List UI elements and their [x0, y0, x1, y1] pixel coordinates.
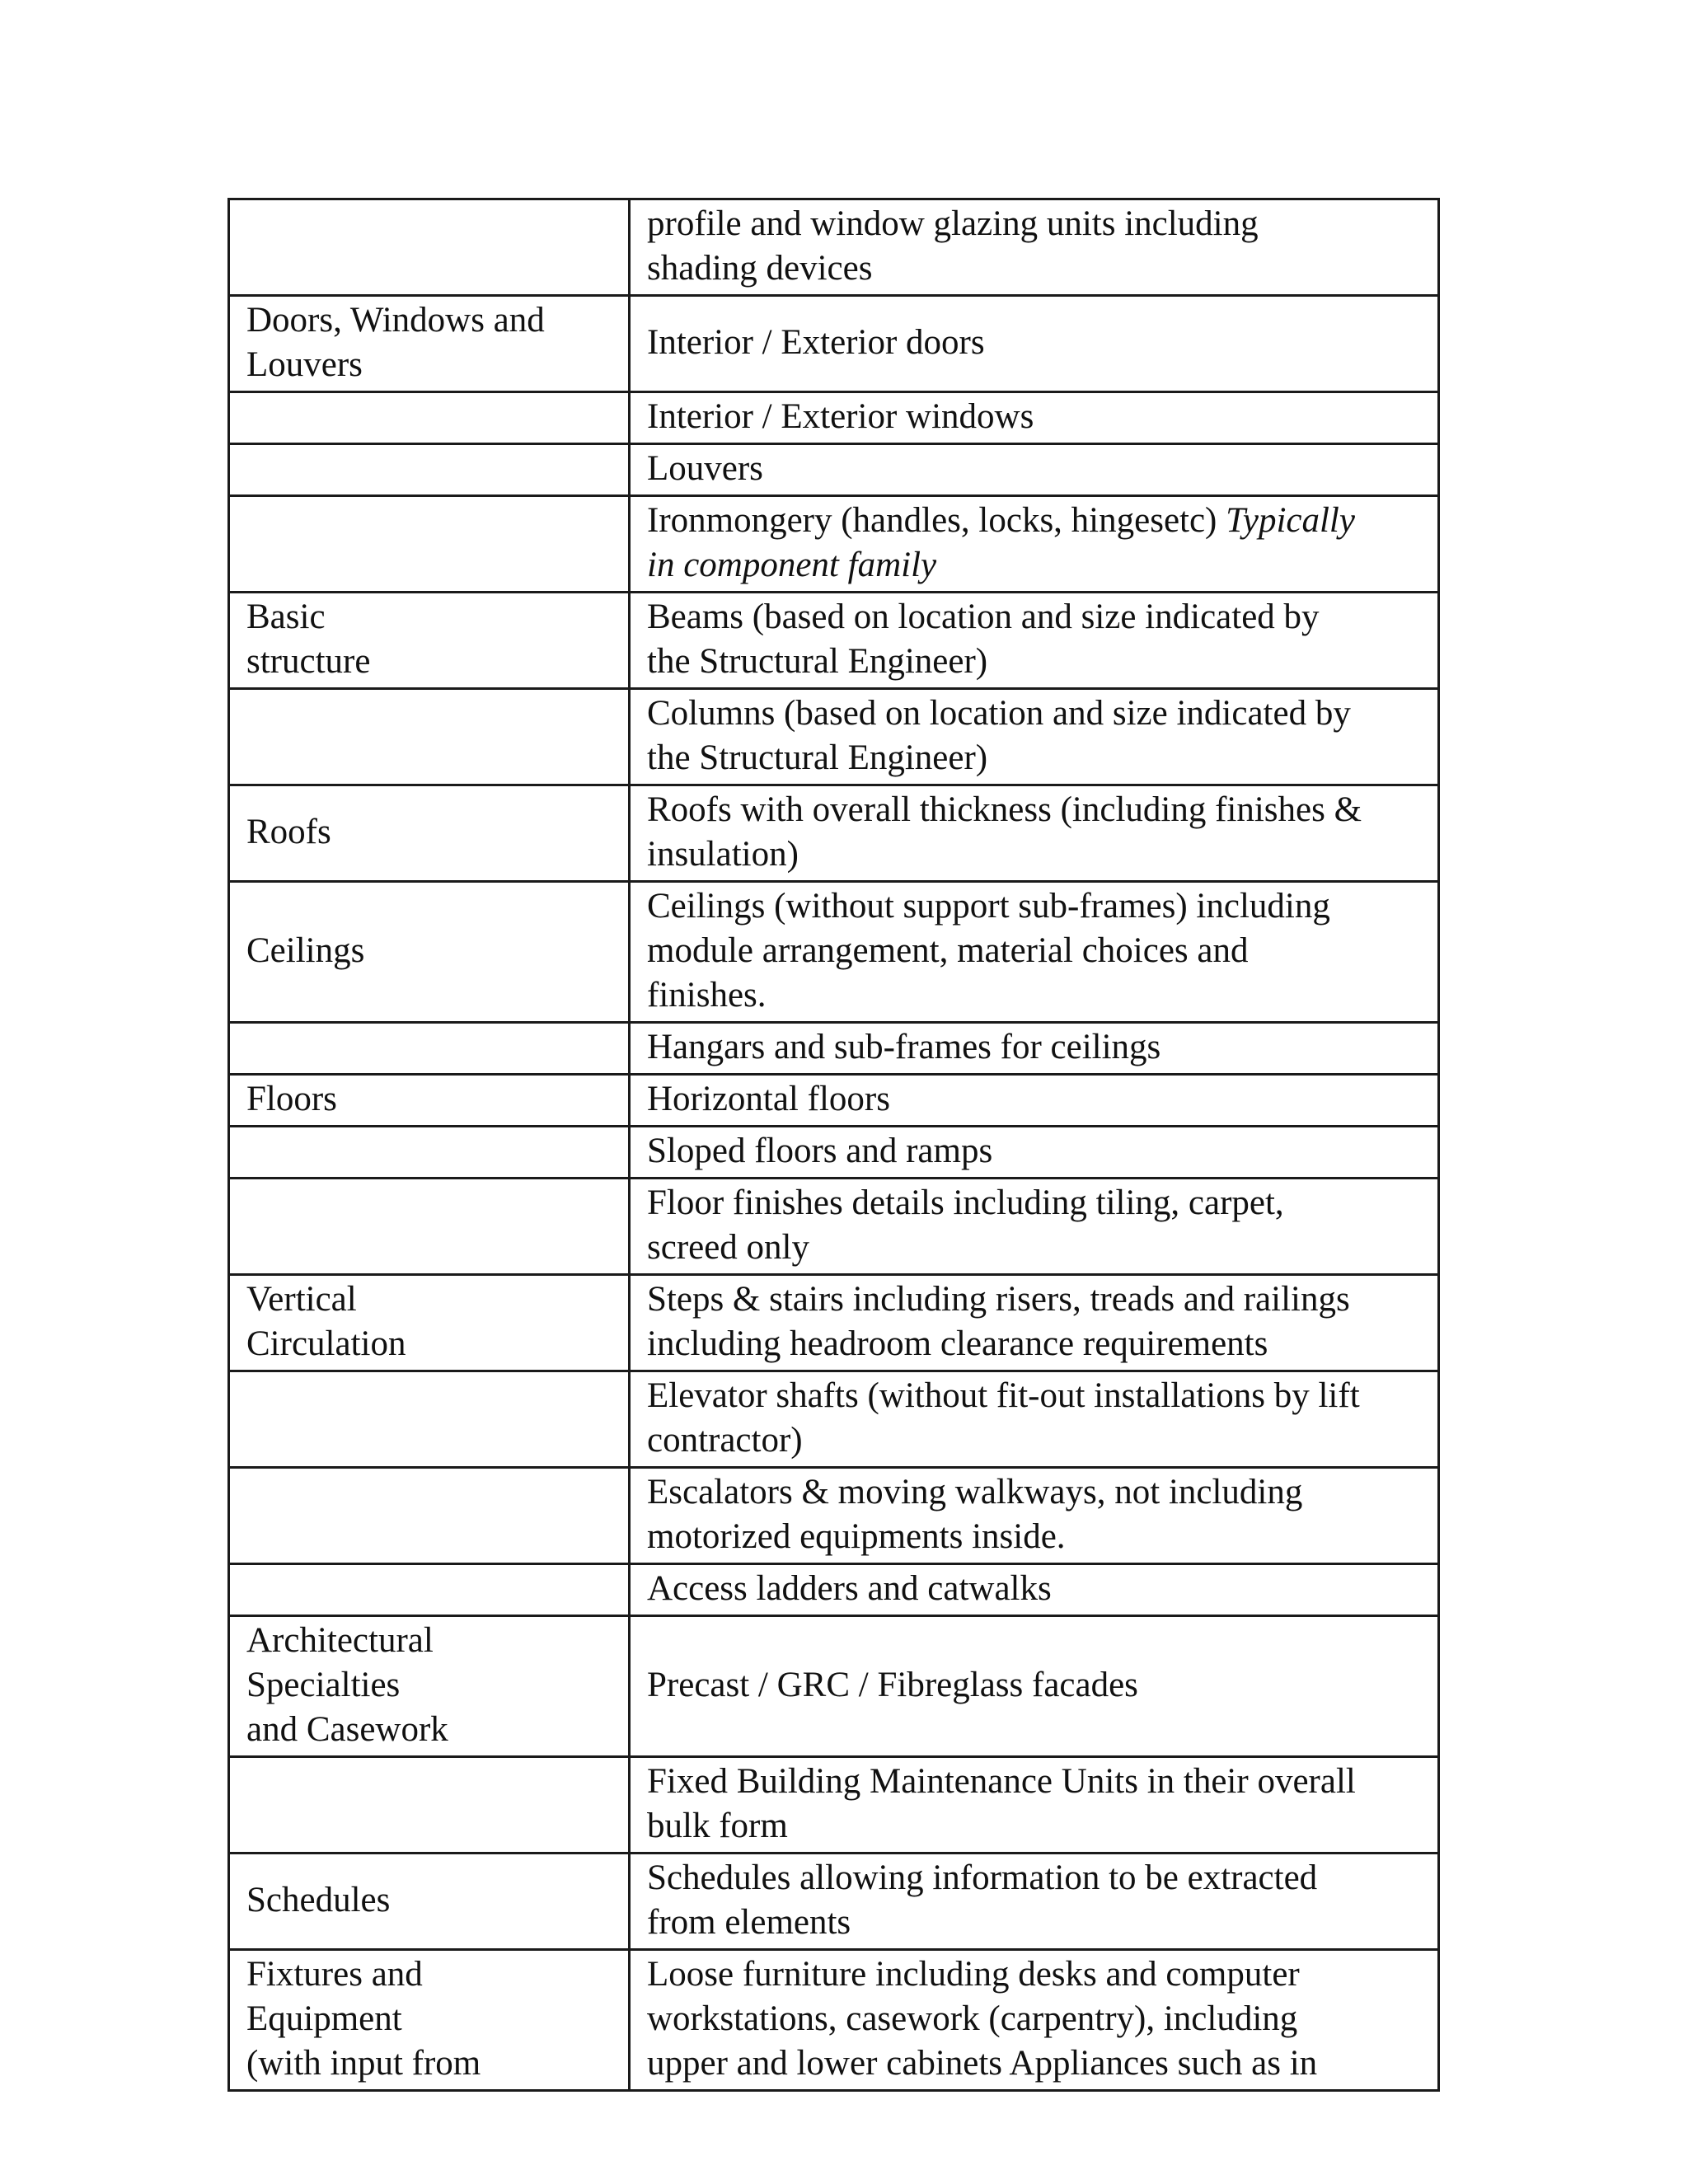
category-cell: [229, 1468, 630, 1564]
item-cell: Schedules allowing information to be extracted from elements: [630, 1854, 1439, 1950]
item-cell: Steps & stairs including risers, treads and railings including headroom clearance requirements: [630, 1275, 1439, 1371]
category-cell: [229, 689, 630, 785]
item-cell: Ceilings (without support sub-frames) including module arrangement, material choices and finishes.: [630, 882, 1439, 1023]
item-cell: Columns (based on location and size indicated by the Structural Engineer): [630, 689, 1439, 785]
category-cell: [229, 444, 630, 496]
item-cell: Access ladders and catwalks: [630, 1564, 1439, 1616]
table-row: [229, 1179, 1439, 1275]
category-cell: [229, 1564, 630, 1616]
item-cell: Horizontal floors: [630, 1075, 1439, 1127]
scope-table: [227, 198, 1440, 2092]
category-cell: [229, 199, 630, 296]
item-cell: Interior / Exterior doors: [630, 296, 1439, 392]
item-cell: Elevator shafts (without fit-out installations by lift contractor): [630, 1371, 1439, 1468]
item-cell: Louvers: [630, 444, 1439, 496]
category-cell: Doors, Windows and Louvers: [229, 296, 630, 392]
table-row: [229, 444, 1439, 496]
category-cell: Basic structure: [229, 593, 630, 689]
item-cell: Beams (based on location and size indicated by the Structural Engineer): [630, 593, 1439, 689]
category-cell: [229, 1371, 630, 1468]
table-row: [229, 882, 1439, 1023]
category-cell: Ceilings: [229, 882, 630, 1023]
item-italic-note: Typically in component family: [647, 501, 1355, 584]
category-cell: Fixtures and Equipment (with input from: [229, 1950, 630, 2091]
table-row: [229, 1275, 1439, 1371]
item-cell: Roofs with overall thickness (including finishes & insulation): [630, 785, 1439, 882]
table-row: [229, 785, 1439, 882]
table-row: [229, 1127, 1439, 1179]
category-cell: Roofs: [229, 785, 630, 882]
item-cell: Interior / Exterior windows: [630, 392, 1439, 444]
category-cell: Architectural Specialties and Casework: [229, 1616, 630, 1757]
category-cell: [229, 1127, 630, 1179]
category-cell: Vertical Circulation: [229, 1275, 630, 1371]
item-cell: Precast / GRC / Fibreglass facades: [630, 1616, 1439, 1757]
item-cell: Fixed Building Maintenance Units in their overall bulk form: [630, 1757, 1439, 1854]
table-row: [229, 1023, 1439, 1075]
table-row: [229, 1564, 1439, 1616]
table-row: [229, 1757, 1439, 1854]
table-row: [229, 199, 1439, 296]
category-cell: [229, 496, 630, 593]
table-row: [229, 689, 1439, 785]
item-cell: Hangars and sub-frames for ceilings: [630, 1023, 1439, 1075]
category-cell: Schedules: [229, 1854, 630, 1950]
table-row: [229, 1616, 1439, 1757]
category-cell: [229, 1179, 630, 1275]
category-cell: Floors: [229, 1075, 630, 1127]
item-cell: Sloped floors and ramps: [630, 1127, 1439, 1179]
table-row: [229, 1854, 1439, 1950]
table-row: [229, 296, 1439, 392]
item-cell: [630, 496, 1439, 593]
item-cell: Floor finishes details including tiling, carpet, screed only: [630, 1179, 1439, 1275]
table-row: [229, 1075, 1439, 1127]
table-row: [229, 496, 1439, 593]
table-row: [229, 392, 1439, 444]
item-text: Ironmongery (handles, locks, hingesetc): [647, 501, 1226, 540]
category-cell: [229, 1023, 630, 1075]
table-row: [229, 1371, 1439, 1468]
item-cell: Escalators & moving walkways, not including motorized equipments inside.: [630, 1468, 1439, 1564]
item-cell: profile and window glazing units including shading devices: [630, 199, 1439, 296]
category-cell: [229, 1757, 630, 1854]
table-row: [229, 1950, 1439, 2091]
table-row: [229, 593, 1439, 689]
item-cell: Loose furniture including desks and computer workstations, casework (carpentry), including upper and lower cabinets Appliances such as in: [630, 1950, 1439, 2091]
category-cell: [229, 392, 630, 444]
table-row: [229, 1468, 1439, 1564]
